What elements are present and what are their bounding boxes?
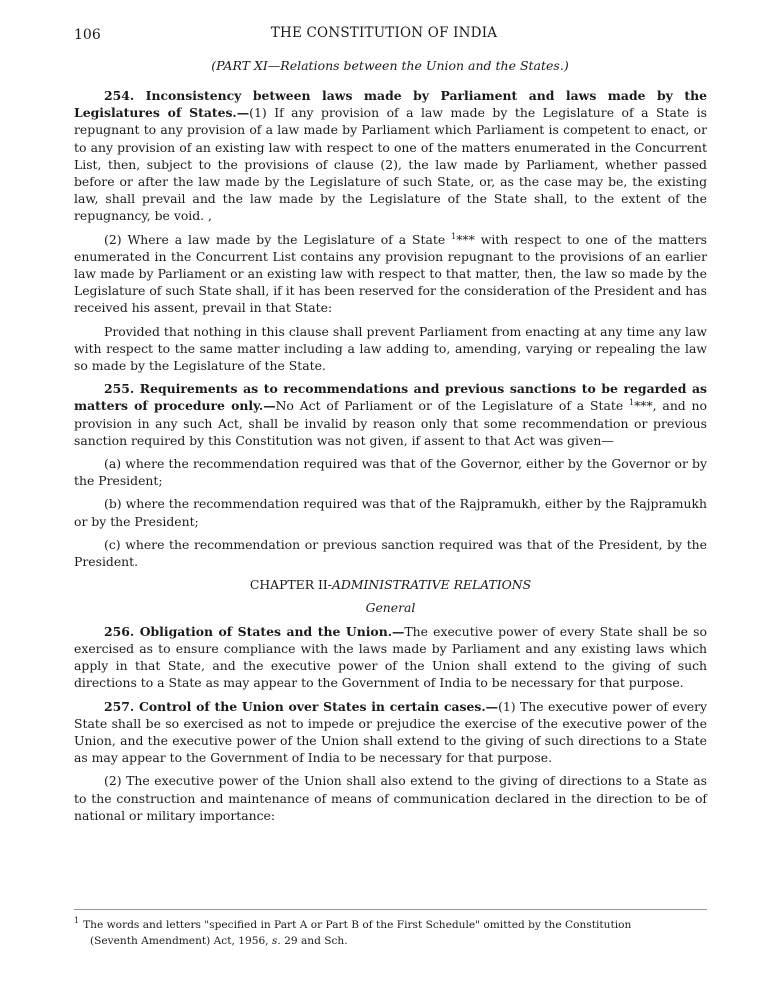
article-254-heading: 254. Inconsistency between laws made by Parliament and laws made by the Legislatures of States.— (74, 88, 707, 121)
article-256 (74, 623, 707, 692)
footnote-line-1: The words and letters "specified in Part A or Part B of the First Schedule" omitted by the Constitution (83, 919, 632, 931)
article-257-clause-2: (2) The executive power of the Union shall also extend to the giving of directions to a State as to the construction and maintenance of means of communication declared in the direction to be of national or military importance: (74, 773, 707, 823)
article-256-heading: 256. Obligation of States and the Union.— (104, 623, 405, 639)
article-255-item-b: (b) where the recommendation required was that of the Rajpramukh, either by the Rajpramukh or by the President; (74, 496, 707, 529)
article-255-text-end: , and no provision in any such Act, shall be invalid by reason only that some recommendation or previous sanction required by this Constitution was not given, if assent to that Act was given— (74, 398, 707, 448)
footnote (74, 917, 707, 949)
footnote-line-2-end: 29 and Sch. (280, 935, 348, 947)
footnote-ref: 1 (628, 398, 635, 408)
running-title: THE CONSTITUTION OF INDIA (270, 25, 498, 41)
clause-2-start: (2) Where a law made by the Legislature of a State (104, 231, 452, 247)
article-255 (74, 380, 707, 449)
footnote-line-2-start: (Seventh Amendment) Act, 1956, (90, 935, 272, 947)
article-255-heading: 255. Requirements as to recommendations and previous sanctions to be regarded as matters of procedure only.— (74, 381, 707, 414)
article-257-clause-1 (74, 698, 707, 767)
footnote-ref: 1 (451, 231, 457, 241)
footnote-line-2 (74, 933, 707, 949)
article-255-item-a: (a) where the recommendation required was that of the Governor, either by the Governor or by the President; (74, 456, 707, 489)
omission-stars: *** (456, 231, 475, 247)
document-body (74, 87, 707, 830)
article-254-clause-1-text: (1) If any provision of a law made by the Legislature of a State is repugnant to any provision of a law made by Parliament which Parliament is competent to enact, or to any provision of an existing law with respect to one of the matters enumerated in the Concurrent List, then, subject to the provisions of clause (2), the law made by Parliament, whether passed before or after the law made by the Legislature of such State, or, as the case may be, the existing law, shall prevail and the law made by the Legislature of the State shall, to the extent of the repugnancy, be void. , (74, 105, 707, 224)
footnote-mark: 1 (74, 916, 80, 926)
omission-stars: *** (634, 398, 653, 414)
article-255-item-c: (c) where the recommendation or previous sanction required was that of the President, by the President. (74, 536, 707, 570)
section-subheading: General (365, 600, 416, 616)
chapter-label: CHAPTER II- (249, 577, 332, 593)
chapter-title: ADMINISTRATIVE RELATIONS (331, 577, 532, 593)
article-254-clause-1 (74, 87, 707, 225)
article-257-heading: 257. Control of the Union over States in certain cases.— (104, 698, 499, 714)
page-number: 106 (74, 27, 101, 43)
article-256-text: The executive power of every State shall be so exercised as to ensure compliance with the laws made by Parliament and any existing laws which apply in that State, and the executive power of the Union shall extend to the giving of such directions to a State as may appear to the Government of India to be necessary for that purpose. (74, 623, 707, 691)
article-255-text-start: No Act of Parliament or of the Legislature of a State (275, 398, 629, 414)
article-254-proviso: Provided that nothing in this clause shall prevent Parliament from enacting at any time any law with respect to the same matter including a law adding to, amending, varying or repealing the law so made by the Legislature of the State. (74, 323, 707, 374)
article-254-clause-2 (74, 231, 707, 317)
part-line: (PART XI—Relations between the Union and the States.) (211, 58, 569, 73)
article-257-clause-1-text: (1) The executive power of every State shall be so exercised as not to impede or prejudice the exercise of the executive power of the Union, and the executive power of the Union shall extend to the giving of such directions to a State as may appear to the Government of India to be necessary for that purpose. (74, 698, 707, 766)
chapter-heading (74, 576, 707, 593)
footnote-line-2-italic: s. (271, 935, 281, 947)
footnote-divider (74, 909, 707, 910)
clause-2-end: with respect to one of the matters enumerated in the Concurrent List contains any provision repugnant to the provisions of an earlier law made by Parliament or an existing law with respect to that matter, then, the law so made by the Legislature of such State shall, if it has been reserved for the consideration of the President and has received his assent, prevail in that State: (74, 231, 707, 316)
